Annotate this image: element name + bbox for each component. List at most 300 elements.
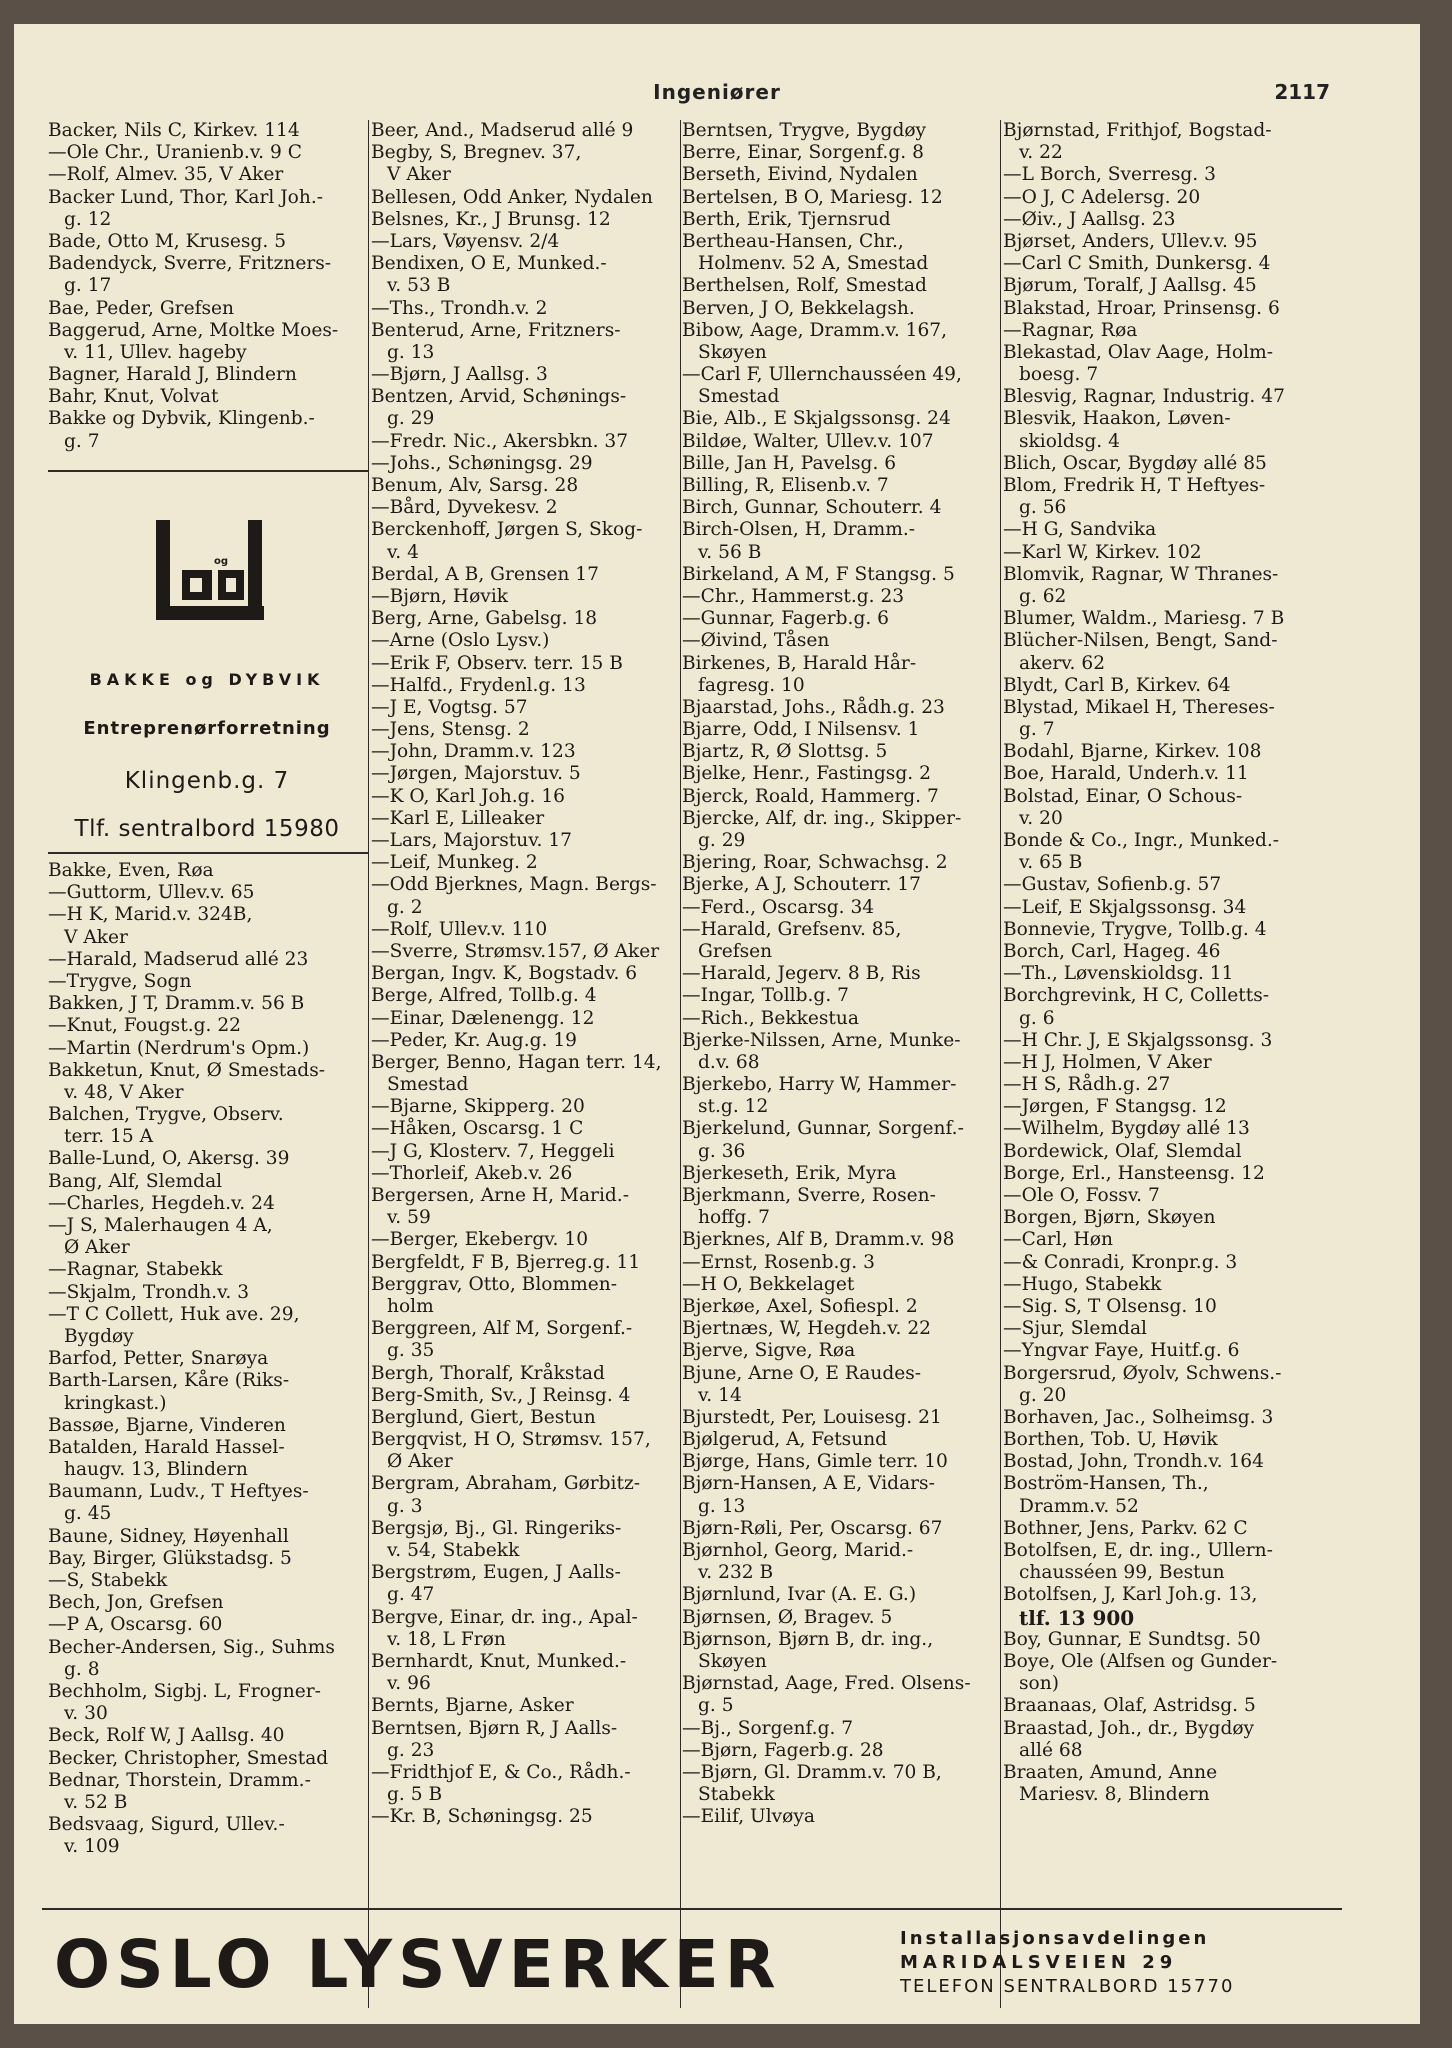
directory-entry-line: —Ferd., Oscarsg. 34 [682,896,875,918]
directory-entry-line: —Rich., Bekkestua [682,1007,859,1029]
directory-entry-line: Grefsen [698,940,773,962]
directory-entry-line: —Bjørn, Fagerb.g. 28 [682,1739,884,1761]
directory-entry-line: Braaten, Amund, Anne [1003,1761,1218,1783]
directory-entry-line: Bech, Jon, Grefsen [48,1592,224,1614]
directory-entry-line: Bjerkebo, Harry W, Hammer- [682,1074,957,1096]
directory-entry-line: Smestad [698,386,780,408]
directory-entry-line: —Chr., Hammerst.g. 23 [682,585,905,607]
directory-entry-line: Beck, Rolf W, J Aallsg. 40 [48,1725,285,1747]
directory-entry-line: Borgersrud, Øyolv, Schwens.- [1003,1362,1282,1384]
directory-entry-line: Bakketun, Knut, Ø Smestads- [48,1059,326,1081]
directory-entry-line: —L Borch, Sverresg. 3 [1003,164,1216,186]
directory-entry-line: —Øiv., J Aallsg. 23 [1003,208,1176,230]
directory-entry-line: Bjerknes, Alf B, Dramm.v. 98 [682,1229,955,1251]
directory-entry-line: Boström-Hansen, Th., [1003,1473,1209,1495]
directory-entry-line: d.v. 68 [698,1051,760,1073]
directory-entry-line: Bothner, Jens, Parkv. 62 C [1003,1517,1248,1539]
directory-entry-line: Boy, Gunnar, E Sundtsg. 50 [1003,1628,1261,1650]
directory-entry-line: —Fredr. Nic., Akersbkn. 37 [371,430,629,452]
directory-entry-line: Badendyck, Sverre, Fritzners- [48,253,332,275]
directory-entry-line: —Gustav, Sofienb.g. 57 [1003,874,1222,896]
directory-entry-line: Bjurstedt, Per, Louisesg. 21 [682,1406,942,1428]
directory-entry-line: Bergstrøm, Eugen, J Aalls- [371,1562,621,1584]
directory-entry-line: —Einar, Dælenengg. 12 [371,1007,595,1029]
directory-entry-line: —Kr. B, Schøningsg. 25 [371,1806,593,1828]
directory-entry-line: Blekastad, Olav Aage, Holm- [1003,341,1273,363]
directory-entry-line: kringkast.) [64,1392,167,1414]
directory-entry-line: Beer, And., Madserud allé 9 [371,120,634,141]
directory-entry-line: Blücher-Nilsen, Bengt, Sand- [1003,630,1278,652]
directory-entry-line: g. 8 [64,1658,100,1680]
directory-entry-line: Barth-Larsen, Kåre (Riks- [48,1370,290,1392]
directory-entry-line: —Lars, Majorstuv. 17 [371,830,573,851]
directory-entry-line: —H O, Bekkelaget [682,1273,855,1295]
directory-entry-line: —Leif, E Skjalgssonsg. 34 [1003,896,1247,918]
directory-entry-line: v. 18, L Frøn [387,1628,506,1650]
directory-entry-line: Bjune, Arne O, E Raudes- [682,1362,922,1384]
directory-entry-line: Bjørset, Anders, Ullev.v. 95 [1003,230,1258,252]
directory-entry-line: Bonde & Co., Ingr., Munked.- [1003,830,1280,851]
directory-entry-line: —Bjørn, Høvik [371,585,509,607]
directory-entry-line: Blydt, Carl B, Kirkev. 64 [1003,674,1231,696]
directory-entry-line: —Hugo, Stabekk [1003,1273,1162,1295]
directory-entry-line: Bjering, Roar, Schwachsg. 2 [682,852,948,874]
directory-entry-line: Bergqvist, H O, Strømsv. 157, [371,1429,651,1451]
directory-entry-line: Berggreen, Alf M, Sorgenf.- [371,1318,633,1340]
directory-entry-line: Bjerkøe, Axel, Sofiespl. 2 [682,1295,918,1317]
directory-entry-line: Bednar, Thorstein, Dramm.- [48,1769,311,1791]
directory-entry-line: —Johs., Schøningsg. 29 [371,452,593,474]
directory-entry-line: Bjørnhol, Georg, Marid.- [682,1540,914,1561]
directory-entry-line: —Sig. S, T Olsensg. 10 [1003,1295,1217,1317]
directory-entry-line: Boye, Ole (Alfsen og Gunder- [1003,1650,1278,1672]
directory-entry-line: Berntsen, Bjørn R, J Aalls- [371,1717,618,1739]
directory-entry-line: Blystad, Mikael H, Thereses- [1003,696,1275,718]
directory-entry-line: Baune, Sidney, Høyenhall [48,1525,289,1547]
directory-entry-line: Bjørnlund, Ivar (A. E. G.) [682,1584,917,1606]
directory-entry-line: Bjørnstad, Frithjof, Bogstad- [1003,120,1272,141]
directory-entry-line: v. 96 [387,1673,431,1695]
directory-entry-line: Bjørnstad, Aage, Fred. Olsens- [682,1673,971,1695]
directory-entry-line: g. 6 [1019,1007,1055,1029]
directory-entry-line: —Ole Chr., Uranienb.v. 9 C [48,142,302,164]
directory-entry-line: Bjørn-Hansen, A E, Vidars- [682,1473,935,1495]
directory-entry-line: Mariesv. 8, Blindern [1019,1784,1210,1806]
directory-entry-line: Baggerud, Arne, Moltke Moes- [48,319,339,341]
directory-entry-line: —Ernst, Rosenb.g. 3 [682,1251,875,1273]
directory-entry-line: Bjerke, A J, Schouterr. 17 [682,874,921,896]
directory-entry-line: v. 53 B [387,275,451,297]
directory-entry-line: Smestad [387,1074,469,1096]
directory-entry-line: v. 14 [698,1384,742,1406]
directory-entry-line: Bjørge, Hans, Gimle terr. 10 [682,1451,948,1473]
directory-entry-line: Berggrav, Otto, Blommen- [371,1273,617,1295]
directory-entry-line: —Øivind, Tåsen [682,630,830,652]
directory-entry-line: fagresg. 10 [698,674,805,696]
directory-entry-line: Bassøe, Bjarne, Vinderen [48,1414,286,1436]
directory-entry-line: Backer, Nils C, Kirkev. 114 [48,120,300,141]
directory-entry-line: —Rolf, Ullev.v. 110 [371,918,548,940]
directory-entry-line: g. 13 [387,341,435,363]
ad-top-rule [48,470,368,472]
directory-entry-line: —Arne (Oslo Lysv.) [371,630,550,652]
directory-entry-line: g. 2 [387,896,423,918]
column-4 [1003,120,1333,1806]
directory-entry-line: Bade, Otto M, Krusesg. 5 [48,230,287,252]
directory-entry-line: Berge, Alfred, Tollb.g. 4 [371,985,597,1007]
directory-entry-line: Bjartz, R, Ø Slottsg. 5 [682,741,888,763]
directory-entry-line: st.g. 12 [698,1096,769,1118]
directory-entry-line: —O J, C Adelersg. 20 [1003,186,1201,208]
directory-entry-line: Birch-Olsen, H, Dramm.- [682,519,916,541]
directory-entry-line: —Jens, Stensg. 2 [371,719,530,741]
directory-entry-line: Bjerkelund, Gunnar, Sorgenf.- [682,1118,964,1140]
directory-entry-line: akerv. 62 [1019,652,1106,674]
directory-entry-line: —Peder, Kr. Aug.g. 19 [371,1029,578,1051]
directory-entry-line: Braanaas, Olaf, Astridsg. 5 [1003,1695,1256,1717]
directory-entry-line: chausséen 99, Bestun [1019,1562,1225,1584]
directory-entry-line: —Bjørn, Gl. Dramm.v. 70 B, [682,1761,942,1783]
directory-entry-line: Bergsjø, Bj., Gl. Ringeriks- [371,1517,622,1539]
directory-entry-line: Dramm.v. 52 [1019,1495,1139,1517]
directory-entry-line: v. 52 B [64,1791,128,1813]
directory-entry-line: —H G, Sandvika [1003,519,1157,541]
directory-entry-line: holm [387,1295,434,1317]
directory-entry-line: Bjerke-Nilssen, Arne, Munke- [682,1029,961,1051]
svg-text:og: og [214,556,229,567]
directory-entry-line: —Th., Løvenskioldsg. 11 [1003,963,1234,985]
directory-entry-line: —K O, Karl Joh.g. 16 [371,785,566,807]
directory-entry-line: Blakstad, Hroar, Prinsensg. 6 [1003,297,1280,319]
directory-entry-line: v. 20 [1019,807,1063,829]
directory-entry-line: Bae, Peder, Grefsen [48,297,234,319]
directory-entry-line: Bjørn-Røli, Per, Oscarsg. 67 [682,1517,943,1539]
directory-entry-line: Borchgrevink, H C, Colletts- [1003,985,1270,1007]
oslo-lysverker-advertisement [14,1912,1420,2024]
directory-entry-line: Bjerkmann, Sverre, Rosen- [682,1185,936,1206]
directory-entry-line: v. 54, Stabekk [387,1540,520,1561]
directory-entry-line: Bonnevie, Trygve, Tollb.g. 4 [1003,918,1267,940]
directory-entry-line: Bentzen, Arvid, Schønings- [371,386,627,408]
directory-entry-line: Bergersen, Arne H, Marid.- [371,1185,629,1206]
directory-entry-line: —J S, Malerhaugen 4 A, [48,1215,273,1236]
directory-entry-line: —P A, Oscarsg. 60 [48,1614,223,1636]
directory-entry-line: —T C Collett, Huk ave. 29, [48,1303,300,1325]
directory-entry-line: Bellesen, Odd Anker, Nydalen [371,186,653,208]
directory-entry-line: Bjørum, Toralf, J Aallsg. 45 [1003,275,1257,297]
directory-entry-line: Bjercke, Alf, dr. ing., Skipper- [682,807,962,829]
directory-entry-line: Backer Lund, Thor, Karl Joh.- [48,186,324,208]
directory-entry-line: —Harald, Madserud allé 23 [48,948,309,970]
directory-entry-line: Bordewick, Olaf, Slemdal [1003,1140,1242,1162]
directory-entry-line: Berntsen, Trygve, Bygdøy [682,120,927,141]
directory-entry-line: Bodahl, Bjarne, Kirkev. 108 [1003,741,1262,763]
directory-entry-line: —Berger, Ekebergv. 10 [371,1229,589,1251]
directory-entry-line: Berg-Smith, Sv., J Reinsg. 4 [371,1384,631,1406]
directory-entry-line: Bjørnson, Bjørn B, dr. ing., [682,1628,934,1650]
directory-entry-line: Bagner, Harald J, Blindern [48,364,297,386]
directory-entry-line: v. 232 B [698,1562,774,1584]
ad-bottom-rule [48,852,368,854]
directory-entry-line: Birkeland, A M, F Stangsg. 5 [682,563,955,585]
directory-entry-line: Bjelke, Henr., Fastingsg. 2 [682,763,931,785]
directory-entry-line: —Carl, Høn [1003,1229,1113,1251]
directory-entry-line: —Martin (Nerdrum's Opm.) [48,1037,310,1059]
directory-entry-line: Berthelsen, Rolf, Smestad [682,275,927,297]
directory-entry-line: —Karl E, Lilleaker [371,807,545,829]
directory-entry-line: Borhaven, Jac., Solheimsg. 3 [1003,1406,1274,1428]
directory-entry-line: v. 48, V Aker [64,1081,184,1103]
directory-entry-line: boesg. 7 [1019,364,1099,386]
directory-entry-line: —Ths., Trondh.v. 2 [371,297,548,319]
directory-entry-line: Bertheau-Hansen, Chr., [682,230,904,252]
directory-entry-line: Blomvik, Ragnar, W Thranes- [1003,563,1279,585]
directory-entry-line: —Jørgen, F Stangsg. 12 [1003,1096,1227,1118]
directory-entry-line: Bolstad, Einar, O Schous- [1003,785,1243,807]
directory-entry-line: —Odd Bjerknes, Magn. Bergs- [371,874,657,896]
ad-address: Klingenb.g. 7 [124,768,290,794]
directory-entry-line: Barfod, Petter, Snarøya [48,1348,269,1370]
directory-entry-line: skioldsg. 4 [1019,430,1120,452]
directory-entry-line: Bakke, Even, Røa [48,860,214,881]
directory-entry-line: g. 45 [64,1503,112,1525]
column-divider-1 [368,120,369,2008]
directory-entry-line: Blesvig, Ragnar, Industrig. 47 [1003,386,1285,408]
directory-entry-line: Bay, Birger, Glükstadsg. 5 [48,1547,292,1569]
directory-entry-line: —Ole O, Fossv. 7 [1003,1185,1160,1206]
directory-entry-line: Borge, Erl., Hansteensg. 12 [1003,1162,1265,1184]
directory-entry-line: —Ingar, Tollb.g. 7 [682,985,849,1007]
directory-entry-line: Skøyen [698,341,767,363]
directory-entry-line: V Aker [64,926,128,948]
directory-entry-line: g. 62 [1019,585,1067,607]
directory-entry-line: —J G, Klosterv. 7, Heggeli [371,1140,615,1162]
directory-entry-line: —Ragnar, Stabekk [48,1259,223,1281]
directory-entry-line: Bang, Alf, Slemdal [48,1170,223,1192]
directory-entry-line: Bostad, John, Trondh.v. 164 [1003,1451,1264,1473]
directory-entry-line: Blom, Fredrik H, T Heftyes- [1003,475,1266,496]
bakke-dybvik-advertisement [42,494,372,852]
directory-entry-line: g. 56 [1019,497,1067,519]
directory-entry-line: Birch, Gunnar, Schouterr. 4 [682,497,942,519]
directory-entry-line: Balchen, Trygve, Observ. [48,1104,284,1126]
directory-entry-line: —Sjur, Slemdal [1003,1318,1147,1340]
directory-entry-line: Berdal, A B, Grensen 17 [371,563,599,585]
directory-entry-line: Bildøe, Walter, Ullev.v. 107 [682,430,934,452]
directory-entry-line: Becker, Christopher, Smestad [48,1747,329,1769]
directory-entry-line: V Aker [387,164,451,186]
directory-entry-line: Bjerck, Roald, Hammerg. 7 [682,785,939,807]
directory-entry-line: —Carl C Smith, Dunkersg. 4 [1003,253,1271,275]
directory-entry-line: Berger, Benno, Hagan terr. 14, [371,1051,662,1073]
directory-entry-line: Bjaarstad, Johs., Rådh.g. 23 [682,696,945,718]
directory-entry-line: Benterud, Arne, Fritzners- [371,319,621,341]
directory-entry-line: hoffg. 7 [698,1207,770,1229]
directory-entry-line: Braastad, Joh., dr., Bygdøy [1003,1717,1255,1739]
ad-phone: Tlf. sentralbord 15980 [74,816,340,842]
directory-entry-line: Berg, Arne, Gabelsg. 18 [371,608,598,630]
directory-entry-line: Botolfsen, E, dr. ing., Ullern- [1003,1540,1273,1561]
directory-entry-line: Skøyen [698,1650,767,1672]
directory-entry-line: g. 29 [387,408,435,430]
directory-entry-line: Berglund, Giert, Bestun [371,1406,596,1428]
directory-entry-line: Bedsvaag, Sigurd, Ullev.- [48,1814,285,1836]
directory-entry-line: g. 20 [1019,1384,1067,1406]
directory-entry-line: Begby, S, Bregnev. 37, [371,142,582,164]
directory-entry-line: —Lars, Vøyensv. 2/4 [371,230,560,252]
directory-entry-line: Bendixen, O E, Munked.- [371,253,607,275]
directory-entry-line: Bertelsen, B O, Mariesg. 12 [682,186,943,208]
directory-entry-line: tlf. 13 900 [1019,1605,1135,1630]
directory-entry-line: Batalden, Harald Hassel- [48,1436,285,1458]
directory-entry-line: g. 7 [64,430,100,452]
directory-entry-line: g. 17 [64,275,112,297]
column-1-top [48,120,368,453]
directory-entry-line: Berth, Erik, Tjernsrud [682,208,891,230]
directory-entry-line: g. 36 [698,1140,746,1162]
directory-entry-line: Bahr, Knut, Volvat [48,386,219,408]
directory-entry-line: Bjørnsen, Ø, Bragev. 5 [682,1606,893,1628]
directory-entry-line: —Jørgen, Majorstuv. 5 [371,763,581,785]
directory-entry-line: v. 11, Ullev. hageby [64,341,247,363]
directory-entry-line: Bjertnæs, W, Hegdeh.v. 22 [682,1318,931,1340]
directory-entry-line: terr. 15 A [64,1126,154,1148]
directory-entry-line: Boe, Harald, Underh.v. 11 [1003,763,1249,785]
directory-entry-line: —S, Stabekk [48,1570,168,1591]
directory-entry-line: g. 5 [698,1695,734,1717]
column-3 [682,120,1016,1828]
directory-entry-line: Benum, Alv, Sarsg. 28 [371,475,579,496]
directory-entry-line: Bie, Alb., E Skjalgssonsg. 24 [682,408,951,430]
directory-entry-line: Bechholm, Sigbj. L, Frogner- [48,1680,321,1702]
directory-entry-line: Blesvik, Haakon, Løven- [1003,408,1231,430]
directory-entry-line: —Eilif, Ulvøya [682,1806,815,1828]
directory-entry-line: v. 109 [64,1836,120,1858]
directory-entry-line: —Skjalm, Trondh.v. 3 [48,1281,250,1303]
directory-entry-line: Bakke og Dybvik, Klingenb.- [48,408,315,430]
directory-entry-line: Berre, Einar, Sorgenf.g. 8 [682,142,924,164]
directory-entry-line: allé 68 [1019,1739,1083,1761]
directory-entry-line: v. 22 [1019,142,1063,164]
directory-entry-line: Becher-Andersen, Sig., Suhms [48,1636,335,1658]
directory-entry-line: —Trygve, Sogn [48,970,192,992]
directory-entry-line: Bygdøy [64,1325,134,1347]
directory-entry-line: —Gunnar, Fagerb.g. 6 [682,608,890,630]
page-header [14,80,1420,120]
directory-entry-line: g. 47 [387,1584,435,1606]
column-1-bottom [48,860,368,1858]
directory-entry-line: v. 30 [64,1703,108,1725]
footer-company-name: OSLO LYSVERKER [54,1926,782,2003]
directory-entry-line: Berseth, Eivind, Nydalen [682,164,918,186]
directory-entry-line: Borgen, Bjørn, Skøyen [1003,1207,1216,1229]
directory-entry-line: —H S, Rådh.g. 27 [1003,1074,1171,1096]
directory-entry-line: —Fridthjof E, & Co., Rådh.- [371,1761,631,1783]
directory-entry-line: Bjerve, Sigve, Røa [682,1340,856,1362]
directory-entry-line: —Halfd., Frydenl.g. 13 [371,674,586,696]
directory-entry-line: v. 56 B [698,541,762,563]
directory-entry-line: Holmenv. 52 A, Smestad [698,253,929,275]
directory-entry-line: haugv. 13, Blindern [64,1459,248,1481]
directory-entry-line: Bergh, Thoralf, Kråkstad [371,1362,605,1384]
directory-entry-line: —Bj., Sorgenf.g. 7 [682,1717,854,1739]
directory-entry-line: —Yngvar Faye, Huitf.g. 6 [1003,1340,1240,1362]
footer-address: MARIDALSVEIEN 29 [900,1952,1178,1973]
directory-entry-line: Bernts, Bjarne, Asker [371,1695,574,1717]
directory-entry-line: —Leif, Munkeg. 2 [371,852,538,874]
directory-entry-line: Belsnes, Kr., J Brunsg. 12 [371,208,611,230]
directory-entry-line: —Carl F, Ullernchausséen 49, [682,364,962,386]
directory-entry-line: v. 65 B [1019,852,1083,874]
directory-entry-line: Balle-Lund, O, Akersg. 39 [48,1148,290,1170]
directory-entry-line: Ø Aker [64,1237,130,1259]
directory-entry-line: g. 7 [1019,719,1055,741]
directory-entry-line: —Guttorm, Ullev.v. 65 [48,882,255,904]
directory-entry-line: g. 35 [387,1340,435,1362]
directory-entry-line: g. 23 [387,1739,435,1761]
bakke-dybvik-logo-icon [154,520,264,630]
directory-entry-line: Billing, R, Elisenb.v. 7 [682,475,889,496]
directory-entry-line: Botolfsen, J, Karl Joh.g. 13, [1003,1584,1258,1606]
directory-entry-line: —Harald, Grefsenv. 85, [682,918,902,940]
directory-entry-line: g. 5 B [387,1784,443,1806]
directory-entry-line: Bergan, Ingv. K, Bogstadv. 6 [371,963,638,985]
directory-entry-line: —H Chr. J, E Skjalgssonsg. 3 [1003,1029,1273,1051]
directory-entry-line: g. 13 [698,1495,746,1517]
directory-entry-line: v. 4 [387,541,419,563]
directory-entry-line: Blich, Oscar, Bygdøy allé 85 [1003,452,1267,474]
directory-entry-line: Bibow, Aage, Dramm.v. 167, [682,319,948,341]
directory-entry-line: —H K, Marid.v. 324B, [48,904,253,926]
directory-entry-line: Berven, J O, Bekkelagsh. [682,297,915,319]
directory-entry-line: —Karl W, Kirkev. 102 [1003,541,1202,563]
directory-entry-line: —Thorleif, Akeb.v. 26 [371,1162,573,1184]
directory-entry-line: —John, Dramm.v. 123 [371,741,576,763]
section-title: Ingeniører [653,80,781,104]
directory-entry-line: —Knut, Fougst.g. 22 [48,1015,241,1037]
directory-entry-line: Bergve, Einar, dr. ing., Apal- [371,1606,638,1628]
directory-entry-line: Birkenes, B, Harald Hår- [682,652,917,674]
directory-entry-line: —Erik F, Observ. terr. 15 B [371,652,623,674]
ad-brand-name: BAKKE og DYBVIK [89,670,325,689]
footer-phone: TELEFON SENTRALBORD 15770 [900,1976,1235,1997]
directory-entry-line: —Wilhelm, Bygdøy allé 13 [1003,1118,1250,1140]
directory-entry-line: Borthen, Tob. U, Høvik [1003,1429,1218,1451]
directory-entry-line: Bergram, Abraham, Gørbitz- [371,1473,641,1495]
directory-page [14,24,1420,2024]
directory-entry-line: —Bjørn, J Aallsg. 3 [371,364,548,386]
column-divider-3 [1000,120,1001,2008]
directory-entry-line: —Ragnar, Røa [1003,319,1138,341]
directory-entry-line: g. 29 [698,830,746,851]
directory-entry-line: —Sverre, Strømsv.157, Ø Aker [371,940,660,962]
directory-entry-line: Stabekk [698,1784,775,1806]
directory-entry-line: —& Conradi, Kronpr.g. 3 [1003,1251,1238,1273]
directory-entry-line: Baumann, Ludv., T Heftyes- [48,1481,309,1503]
directory-entry-line: Blumer, Waldm., Mariesg. 7 B [1003,608,1285,630]
directory-entry-line: v. 59 [387,1207,431,1229]
directory-entry-line: —Harald, Jegerv. 8 B, Ris [682,963,921,985]
directory-entry-line: g. 12 [64,208,112,230]
directory-entry-line: Bjølgerud, A, Fetsund [682,1429,888,1451]
directory-entry-line: —Håken, Oscarsg. 1 C [371,1118,584,1140]
directory-entry-line: —Bjarne, Skipperg. 20 [371,1096,585,1118]
directory-entry-line: —J E, Vogtsg. 57 [371,696,528,718]
directory-entry-line: Bjerkeseth, Erik, Myra [682,1162,897,1184]
column-divider-2 [680,120,681,2008]
directory-entry-line: —H J, Holmen, V Aker [1003,1051,1212,1073]
ad-subtitle: Entreprenørforretning [83,718,331,739]
